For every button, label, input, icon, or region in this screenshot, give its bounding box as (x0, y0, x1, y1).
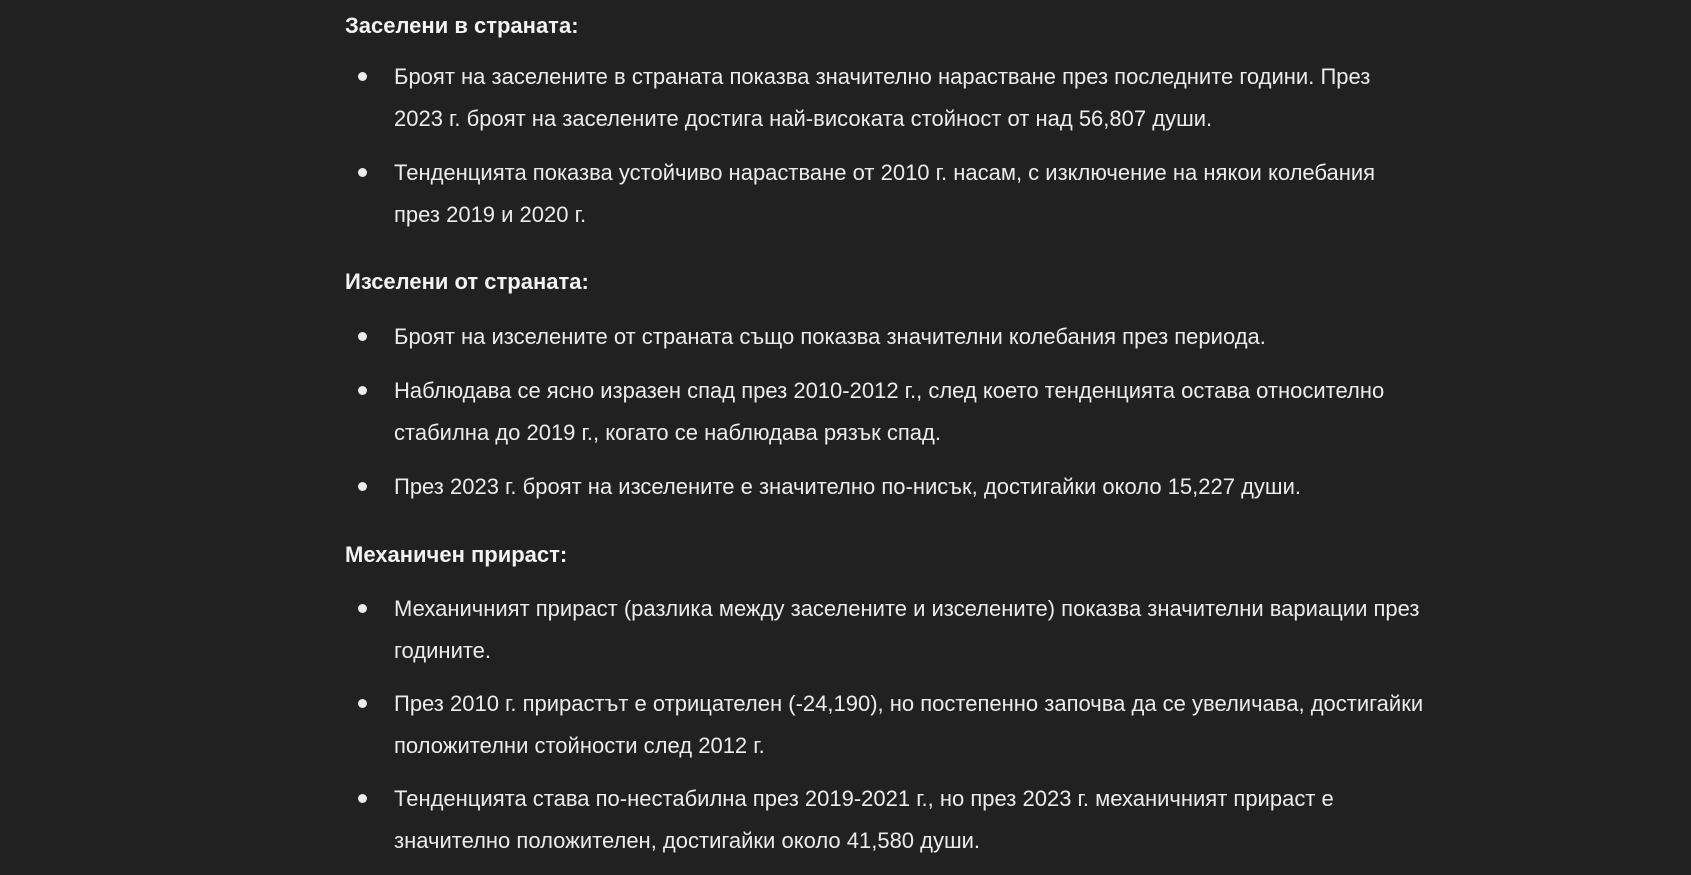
list-item (345, 778, 1425, 862)
list-item-text: Броят на изселените от страната също показва значителни колебания през периода. (394, 324, 1266, 349)
list-item-text: Механичният прираст (разлика между заселените и изселените) показва значителни вариации през годините. (394, 596, 1420, 663)
bullet-icon (358, 699, 367, 708)
message-content (345, 0, 1425, 862)
list-item (345, 370, 1425, 454)
section-title-net-migration: Механичен прираст: (345, 542, 568, 567)
bullet-list-emigrants (345, 316, 1425, 508)
list-item (345, 466, 1425, 508)
list-item (345, 56, 1425, 140)
list-item (345, 152, 1425, 236)
bullet-icon (358, 386, 367, 395)
bullet-icon (358, 72, 367, 81)
bullet-list-immigrants (345, 56, 1425, 236)
list-item (345, 316, 1425, 358)
section-title-immigrants: Заселени в страната: (345, 13, 579, 38)
list-item-text: Наблюдава се ясно изразен спад през 2010-2012 г., след което тенденцията остава относително стабилна до 2019 г., когато се наблюдава рязък спад. (394, 378, 1385, 445)
bullet-icon (358, 604, 367, 613)
list-item-text: Броят на заселените в страната показва значително нарастване през последните години. През 2023 г. броят на заселените достига най-високата стойност от над 56,807 души. (394, 64, 1371, 131)
list-item-text: Тенденцията става по-нестабилна през 2019-2021 г., но през 2023 г. механичният прираст е значително положителен, достигайки около 41,580 души. (394, 786, 1334, 853)
bullet-icon (358, 168, 367, 177)
bullet-icon (358, 794, 367, 803)
list-item-text: Тенденцията показва устойчиво нарастване от 2010 г. насам, с изключение на някои колебания през 2019 и 2020 г. (394, 160, 1376, 227)
list-item-text: През 2023 г. броят на изселените е значително по-нисък, достигайки около 15,227 души. (394, 474, 1301, 499)
bullet-list-net-migration (345, 588, 1425, 862)
list-item-text: През 2010 г. прирастът е отрицателен (-24,190), но постепенно започва да се увеличава, достигайки положителни стойности след 2012 г. (394, 691, 1424, 758)
bullet-icon (358, 332, 367, 341)
bullet-icon (358, 482, 367, 491)
list-item (345, 588, 1425, 672)
list-item (345, 683, 1425, 767)
section-title-emigrants: Изселени от страната: (345, 269, 589, 294)
